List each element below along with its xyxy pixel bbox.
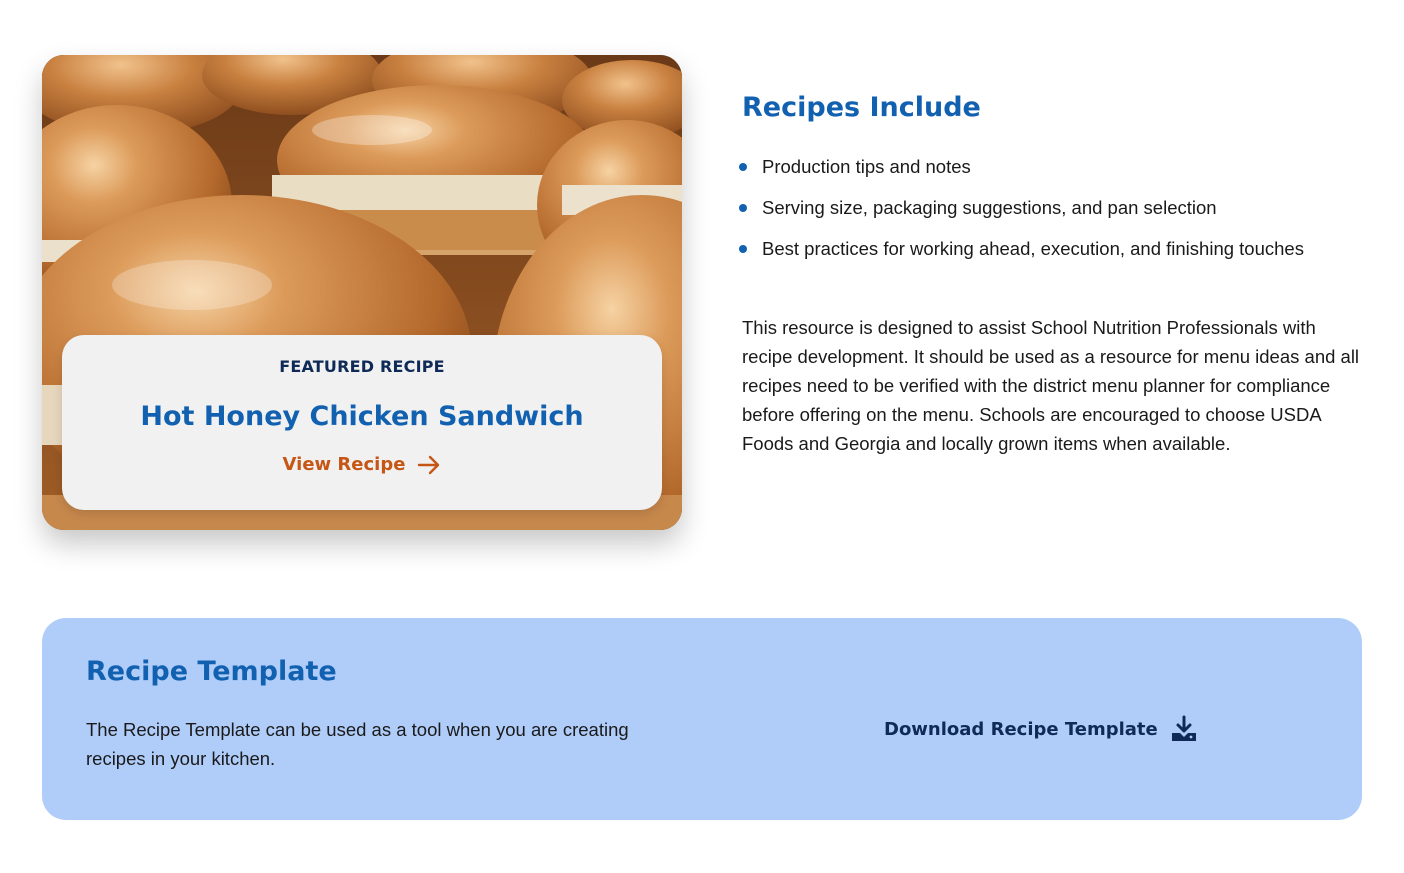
list-item-text: Serving size, packaging suggestions, and pan selection xyxy=(762,197,1217,218)
featured-recipe-title[interactable]: Hot Honey Chicken Sandwich xyxy=(140,401,584,432)
recipe-template-heading: Recipe Template xyxy=(86,656,337,687)
recipe-template-description: The Recipe Template can be used as a tool when you are creating recipes in your kitchen. xyxy=(86,719,629,769)
download-recipe-template-link[interactable] xyxy=(884,715,1198,743)
view-recipe-link[interactable] xyxy=(62,454,662,475)
featured-recipe-card[interactable] xyxy=(42,55,682,530)
recipes-include-list xyxy=(742,153,1304,276)
list-item xyxy=(742,235,1304,276)
recipes-include-heading: Recipes Include xyxy=(742,92,981,123)
bullet-icon xyxy=(739,163,747,171)
list-item-text: Best practices for working ahead, execution, and finishing touches xyxy=(762,238,1304,259)
featured-recipe-eyebrow: FEATURED RECIPE xyxy=(279,357,445,376)
list-item-text: Production tips and notes xyxy=(762,156,971,177)
download-icon xyxy=(1170,715,1198,743)
resource-description: This resource is designed to assist School Nutrition Professionals with recipe development. It should be used as a resource for menu ideas and all recipes need to be verified with the district menu planner for compliance before offering on the menu. Schools are encouraged to choose USDA Foods and Georgia and locally grown items when available. xyxy=(742,317,1360,454)
list-item xyxy=(742,153,1304,194)
view-recipe-label: View Recipe xyxy=(282,454,406,475)
recipe-template-banner xyxy=(42,618,1362,820)
list-item xyxy=(742,194,1304,235)
featured-recipe-overlay xyxy=(62,335,662,510)
download-recipe-template-label: Download Recipe Template xyxy=(884,718,1158,740)
bullet-icon xyxy=(739,245,747,253)
bullet-icon xyxy=(739,204,747,212)
arrow-right-icon xyxy=(417,455,441,475)
